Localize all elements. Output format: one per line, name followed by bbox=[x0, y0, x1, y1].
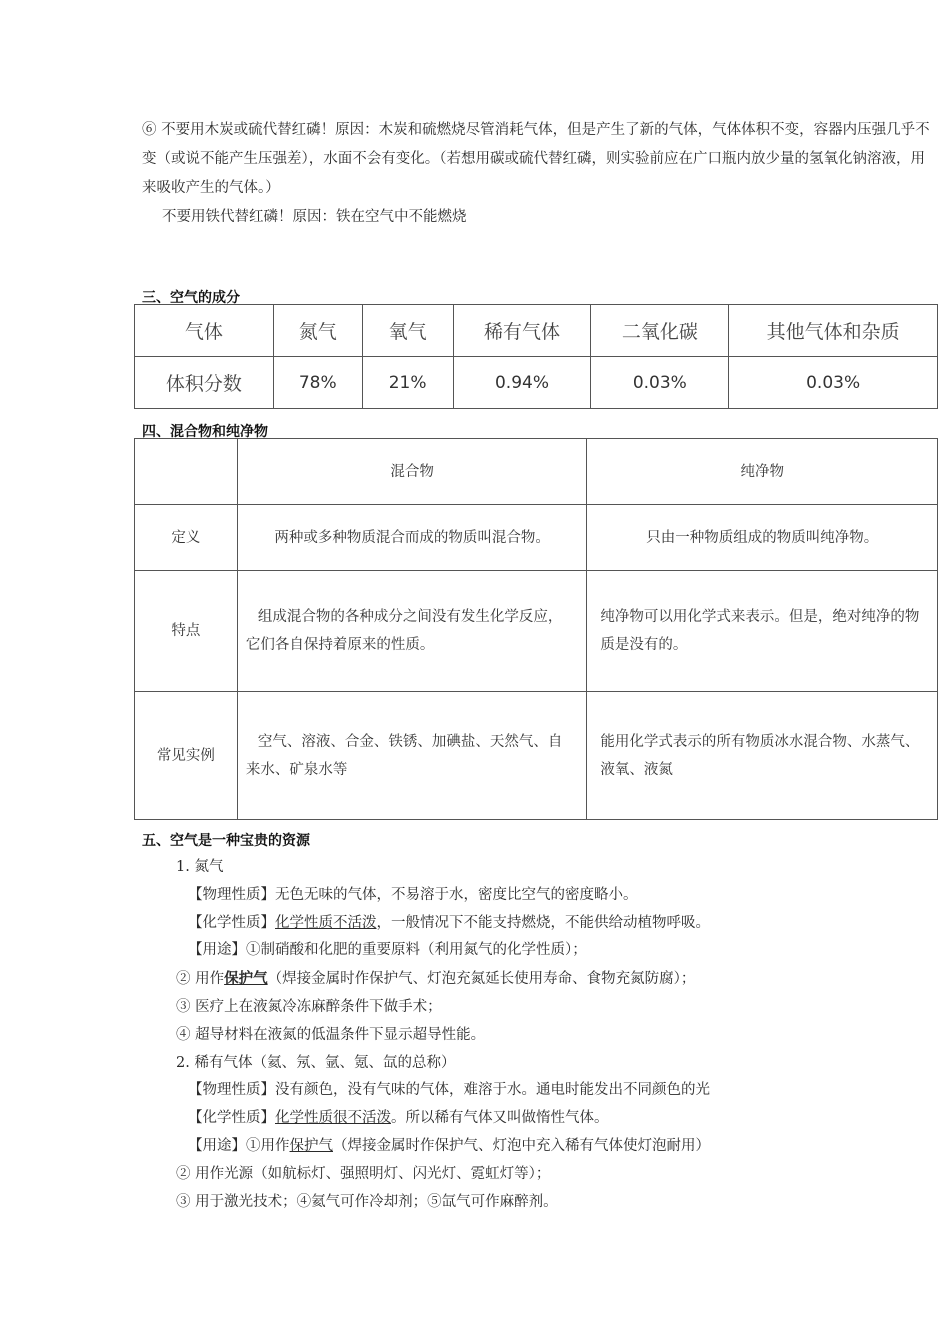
table-row bbox=[135, 692, 938, 820]
header-mixture: 混合物 bbox=[237, 439, 587, 505]
table-row bbox=[135, 305, 938, 357]
list-item: ③ 医疗上在液氮冷冻麻醉条件下做手术； bbox=[176, 998, 442, 1015]
pure-examples: 能用化学式表示的所有物质冰水混合物、水蒸气、液氧、液氮 bbox=[587, 692, 938, 820]
mixture-pure-table bbox=[134, 438, 938, 820]
value-rare-gas: 0.94% bbox=[453, 357, 591, 409]
mixture-examples: 空气、溶液、合金、铁锈、加碘盐、天然气、自来水、矿泉水等 bbox=[237, 692, 587, 820]
resource-list bbox=[142, 854, 932, 1216]
row-label-definition: 定义 bbox=[135, 505, 238, 571]
header-pure: 纯净物 bbox=[587, 439, 938, 505]
list-item: 【用途】①用作保护气（焊接金属时作保护气、灯泡中充入稀有气体使灯泡耐用） bbox=[188, 1137, 710, 1154]
value-oxygen: 21% bbox=[362, 357, 453, 409]
value-other: 0.03% bbox=[729, 357, 938, 409]
value-nitrogen: 78% bbox=[273, 357, 362, 409]
table-row bbox=[135, 357, 938, 409]
list-item: 【化学性质】化学性质不活泼，一般情况下不能支持燃烧，不能供给动植物呼吸。 bbox=[188, 914, 710, 931]
list-item: 【物理性质】无色无味的气体，不易溶于水，密度比空气的密度略小。 bbox=[188, 886, 638, 903]
header-co2: 二氧化碳 bbox=[591, 305, 729, 357]
section3-title: 三、空气的成分 bbox=[142, 290, 240, 306]
row-label-volume: 体积分数 bbox=[135, 357, 274, 409]
list-item: ③ 用于激光技术；④氦气可作冷却剂；⑤氙气可作麻醉剂。 bbox=[176, 1193, 558, 1210]
pure-definition: 只由一种物质组成的物质叫纯净物。 bbox=[587, 505, 938, 571]
list-item: ② 用作保护气（焊接金属时作保护气、灯泡充氮延长使用寿命、食物充氮防腐）； bbox=[176, 970, 696, 988]
row-label-examples: 常见实例 bbox=[135, 692, 238, 820]
header-gas: 气体 bbox=[135, 305, 274, 357]
header-nitrogen: 氮气 bbox=[273, 305, 362, 357]
header-rare-gas: 稀有气体 bbox=[453, 305, 591, 357]
header-other: 其他气体和杂质 bbox=[729, 305, 938, 357]
table-row bbox=[135, 439, 938, 505]
pure-features: 纯净物可以用化学式来表示。但是，绝对纯净的物质是没有的。 bbox=[587, 571, 938, 692]
list-item: 【物理性质】没有颜色，没有气味的气体，难溶于水。通电时能发出不同颜色的光 bbox=[188, 1082, 710, 1099]
nitrogen-heading: 1. 氮气 bbox=[176, 859, 224, 875]
row-label-features: 特点 bbox=[135, 571, 238, 692]
table-row bbox=[135, 571, 938, 692]
header-oxygen: 氧气 bbox=[362, 305, 453, 357]
list-item: ② 用作光源（如航标灯、强照明灯、闪光灯、霓虹灯等）； bbox=[176, 1165, 551, 1182]
section5-title: 五、空气是一种宝贵的资源 bbox=[142, 833, 310, 849]
list-item: 【化学性质】化学性质很不活泼。所以稀有气体又叫做惰性气体。 bbox=[188, 1110, 609, 1127]
table-row bbox=[135, 505, 938, 571]
intro-paragraph-2: 不要用铁代替红磷！原因：铁在空气中不能燃烧 bbox=[162, 209, 467, 225]
list-item: 【用途】①制硝酸和化肥的重要原料（利用氮气的化学性质）； bbox=[188, 942, 587, 959]
section4-title: 四、混合物和纯净物 bbox=[142, 424, 268, 440]
list-item: ④ 超导材料在液氮的低温条件下显示超导性能。 bbox=[176, 1026, 486, 1043]
intro-paragraph-1: ⑥ 不要用木炭或硫代替红磷！原因：木炭和硫燃烧尽管消耗气体，但是产生了新的气体，气体体积不变，容器内压强几乎不变（或说不能产生压强差），水面不会有变化。（若想用碳或硫代替红磷，则实验前应在广口瓶内放少量的氢氧化钠溶液，用来吸收产生的气体。） bbox=[142, 122, 930, 196]
corner-cell bbox=[135, 439, 238, 505]
mixture-features: 组成混合物的各种成分之间没有发生化学反应，它们各自保持着原来的性质。 bbox=[237, 571, 587, 692]
rare-gas-heading: 2. 稀有气体（氦、氖、氩、氪、氙的总称） bbox=[176, 1054, 456, 1071]
value-co2: 0.03% bbox=[591, 357, 729, 409]
mixture-definition: 两种或多种物质混合而成的物质叫混合物。 bbox=[237, 505, 587, 571]
air-composition-table bbox=[134, 304, 938, 409]
